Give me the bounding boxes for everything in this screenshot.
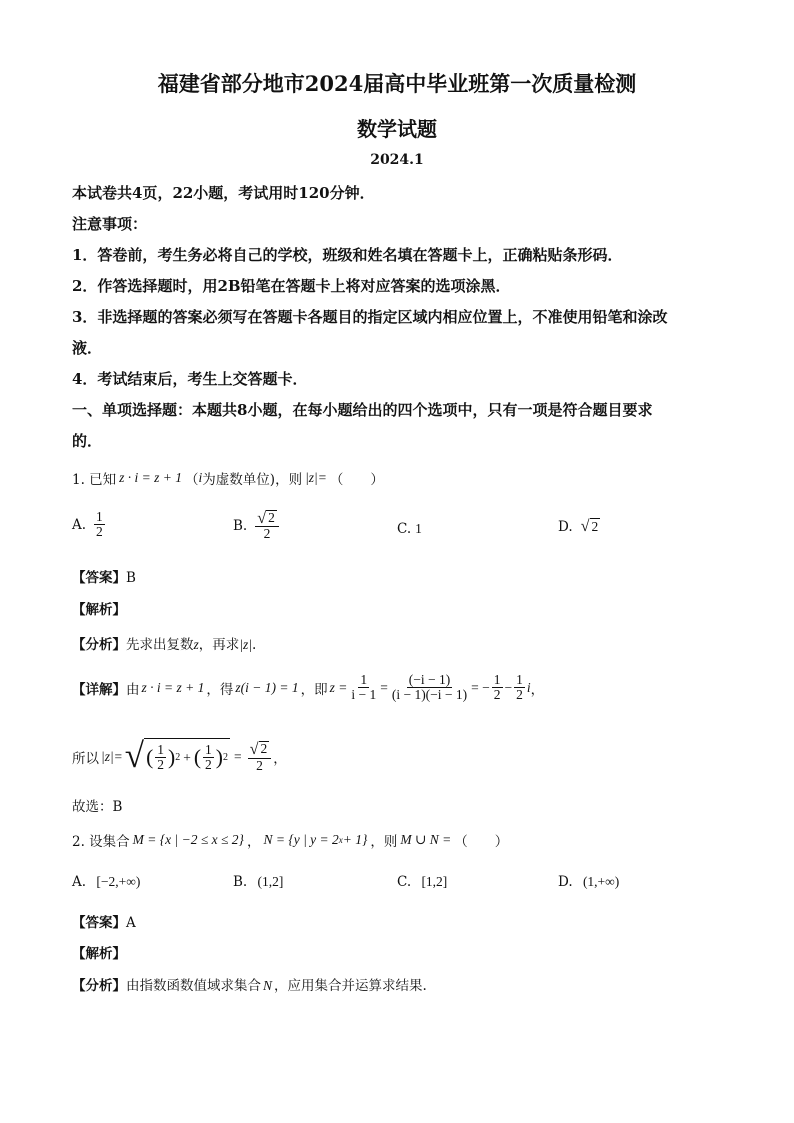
detail-eq-2: z(i − 1) = 1 — [235, 679, 299, 695]
fraction-numerator: 1 — [205, 742, 212, 757]
q2-prefix: 2. 设集合 — [72, 834, 130, 850]
fraction-numerator — [255, 510, 279, 527]
so-equals: = — [234, 749, 242, 765]
option-value: [−2,+∞) — [96, 874, 141, 889]
q1-i-var: i — [198, 470, 203, 485]
note-item-1: 1．答卷前，考生务必将自己的学校，班级和姓名填在答题卡上，正确粘贴条形码． — [72, 246, 623, 264]
fenxi-text-2: ，应用集合并运算求结果. — [274, 978, 427, 994]
sqrt-argument: 2 — [260, 741, 268, 757]
q2-exponent: x — [338, 835, 343, 845]
detail-fraction-3 — [492, 673, 503, 702]
fraction-denominator: 2 — [256, 757, 263, 773]
detail-eq-1: z · i = z + 1 — [141, 679, 205, 695]
so-sqrt: √ ( $\frac{1}{2}$ ) 2 + ( $\frac{1}{2}$ ) 2 — [124, 736, 228, 775]
q1-option-b — [233, 510, 281, 541]
fraction-numerator: (−i − 1) — [408, 672, 451, 687]
sqrt-argument: 2 — [268, 510, 275, 525]
fraction-numerator: 1 — [157, 742, 165, 757]
q1-blank: （ ） — [329, 472, 384, 488]
detail-i: i — [526, 679, 531, 695]
note-item-3: 3．非选择题的答案必须写在答题卡各题目的指定区域内相应位置上，不准使用铅笔和涂改 — [72, 308, 668, 326]
detail-text-2: ，得 — [206, 681, 234, 698]
q1-option-a-label: A. — [72, 516, 87, 533]
so-abs: |z|= — [101, 749, 123, 765]
so-exponent-1: 2 — [175, 752, 181, 764]
q2-sep: ， — [246, 834, 261, 850]
detail-fraction-2 — [390, 673, 469, 702]
q1-option-a — [72, 510, 107, 539]
fraction-denominator: 2 — [96, 524, 103, 540]
q2-then: ，则 — [370, 834, 398, 850]
fraction-denominator: 2 — [516, 687, 523, 703]
q2-option-a — [72, 874, 140, 890]
note-item-4: 4．考试结束后，考生上交答题卡． — [72, 370, 308, 388]
section-heading-line2: 的． — [72, 432, 103, 450]
question-1-stem — [72, 468, 384, 488]
q1-option-c-label: C. — [397, 521, 412, 537]
option-label: D. — [558, 874, 573, 890]
fraction-denominator: 2 — [205, 757, 212, 773]
q1-detail-line: 【详解】 由 z · i = z + 1 ，得 z(i − 1) = 1 ，即 z = $\frac{1}{i - 1}$ = $\frac{(-i - 1)}{(i - 1)(-i - 1)}$ = − $\frac{1}{2}$ − $\frac{1}{2}$ i ， — [72, 672, 545, 703]
q2-answer: A — [126, 915, 136, 931]
detail-fraction-4 — [514, 673, 525, 702]
q1-option-b-fraction — [255, 510, 279, 541]
q1-option-c — [397, 521, 422, 537]
q2-analysis-tag: 【解析】 — [72, 946, 126, 962]
q2-option-b — [233, 874, 283, 890]
q1-option-d-label: D. — [558, 518, 573, 535]
fenxi-text-2: ，再求 — [198, 637, 240, 653]
q2-option-c — [397, 874, 447, 890]
q1-prefix: 1. 已知 — [72, 472, 117, 488]
so-end: ， — [273, 751, 287, 768]
fenxi-tag: 【分析】 — [72, 637, 126, 653]
q1-option-d — [558, 518, 600, 535]
fraction-denominator: 2 — [493, 687, 501, 703]
so-exponent-2: 2 — [223, 752, 228, 764]
q1-answer: B — [126, 570, 136, 586]
detail-tag: 【详解】 — [72, 681, 126, 698]
question-2-stem — [72, 830, 508, 850]
option-label: A. — [72, 874, 87, 890]
fenxi-var: N — [263, 978, 273, 993]
option-value: (1,+∞) — [582, 874, 620, 889]
section-heading-line1: 一、单项选择题：本题共8小题，在每小题给出的四个选项中，只有一项是符合题目要求 — [72, 401, 653, 419]
detail-minus: − — [504, 679, 513, 695]
fenxi-text: 先求出复数 — [126, 637, 194, 653]
exam-date: 2024.1 — [370, 152, 424, 168]
fraction-numerator: 1 — [516, 672, 523, 687]
q1-so-line — [72, 738, 287, 776]
q1-option-c-value: 1 — [415, 521, 422, 536]
subject-title: 数学试题 — [357, 117, 437, 141]
fenxi-var: z — [193, 637, 199, 652]
notes-title: 注意事项： — [72, 215, 148, 233]
option-label: B. — [233, 874, 248, 890]
so-result-fraction — [248, 741, 272, 772]
q2-fenxi-line — [72, 974, 427, 994]
q2-answer-line — [72, 911, 136, 931]
note-item-2: 2．作答选择题时，用2B铅笔在答题卡上将对应答案的选项涂黑． — [72, 277, 511, 295]
q2-blank: （ ） — [454, 834, 509, 850]
note-item-3-cont: 液． — [72, 339, 103, 357]
so-text: 所以 — [72, 751, 99, 768]
detail-text-3: ，即 — [300, 681, 328, 698]
fraction-numerator: 1 — [360, 672, 368, 687]
q1-note: 为虚数单位)，则 — [202, 472, 303, 488]
option-value: [1,2] — [421, 874, 448, 889]
answer-tag: 【答案】 — [72, 915, 126, 931]
detail-fraction-1 — [349, 673, 378, 702]
q2-union: M ∪ N = — [400, 832, 452, 847]
option-label: C. — [397, 874, 412, 890]
q1-paren: （ — [185, 472, 199, 488]
q1-option-d-sqrt: √ 2 — [580, 517, 599, 535]
q2-set-n-end: + 1} — [342, 832, 368, 847]
fraction-numerator: 1 — [96, 509, 103, 524]
q1-choice: 故选：B — [72, 799, 123, 815]
fraction-denominator: (i − 1)(−i − 1) — [391, 687, 468, 703]
sqrt-argument: 2 — [591, 519, 599, 534]
q1-option-a-fraction — [94, 510, 105, 539]
q2-option-d — [558, 874, 619, 890]
fenxi-abs: |z| — [239, 637, 252, 652]
so-plus: + — [183, 749, 191, 765]
fenxi-end: . — [251, 637, 257, 653]
q1-option-b-label: B. — [233, 517, 248, 534]
q1-abs: |z|= — [305, 470, 327, 485]
detail-eq-3: z = — [329, 679, 348, 695]
fraction-denominator: i − 1 — [351, 687, 377, 703]
q1-answer-line — [72, 566, 136, 586]
detail-text-1: 由 — [126, 681, 140, 698]
fraction-denominator: 2 — [263, 526, 271, 542]
intro-line: 本试卷共4页，22小题，考试用时120分钟． — [72, 184, 375, 202]
fraction-numerator: 1 — [493, 672, 501, 687]
sqrt-symbol: √ 2 — [257, 509, 275, 527]
detail-eq-mid: = − — [471, 679, 490, 695]
q1-analysis-tag: 【解析】 — [72, 602, 126, 618]
q1-equation: z · i = z + 1 — [119, 470, 183, 485]
q2-set-n: N = {y | y = 2 — [263, 832, 339, 847]
option-value: (1,2] — [257, 874, 284, 889]
fraction-numerator: √ 2 — [248, 741, 272, 758]
answer-tag: 【答案】 — [72, 570, 126, 586]
q1-fenxi-line — [72, 633, 256, 653]
fraction-denominator: 2 — [157, 757, 165, 773]
fenxi-text: 由指数函数值域求集合 — [126, 978, 261, 994]
fenxi-tag: 【分析】 — [72, 978, 126, 994]
exam-title: 福建省部分地市2024届高中毕业班第一次质量检测 — [157, 71, 637, 96]
detail-end: ， — [530, 681, 545, 698]
q2-set-m: M = {x | −2 ≤ x ≤ 2} — [132, 832, 244, 847]
